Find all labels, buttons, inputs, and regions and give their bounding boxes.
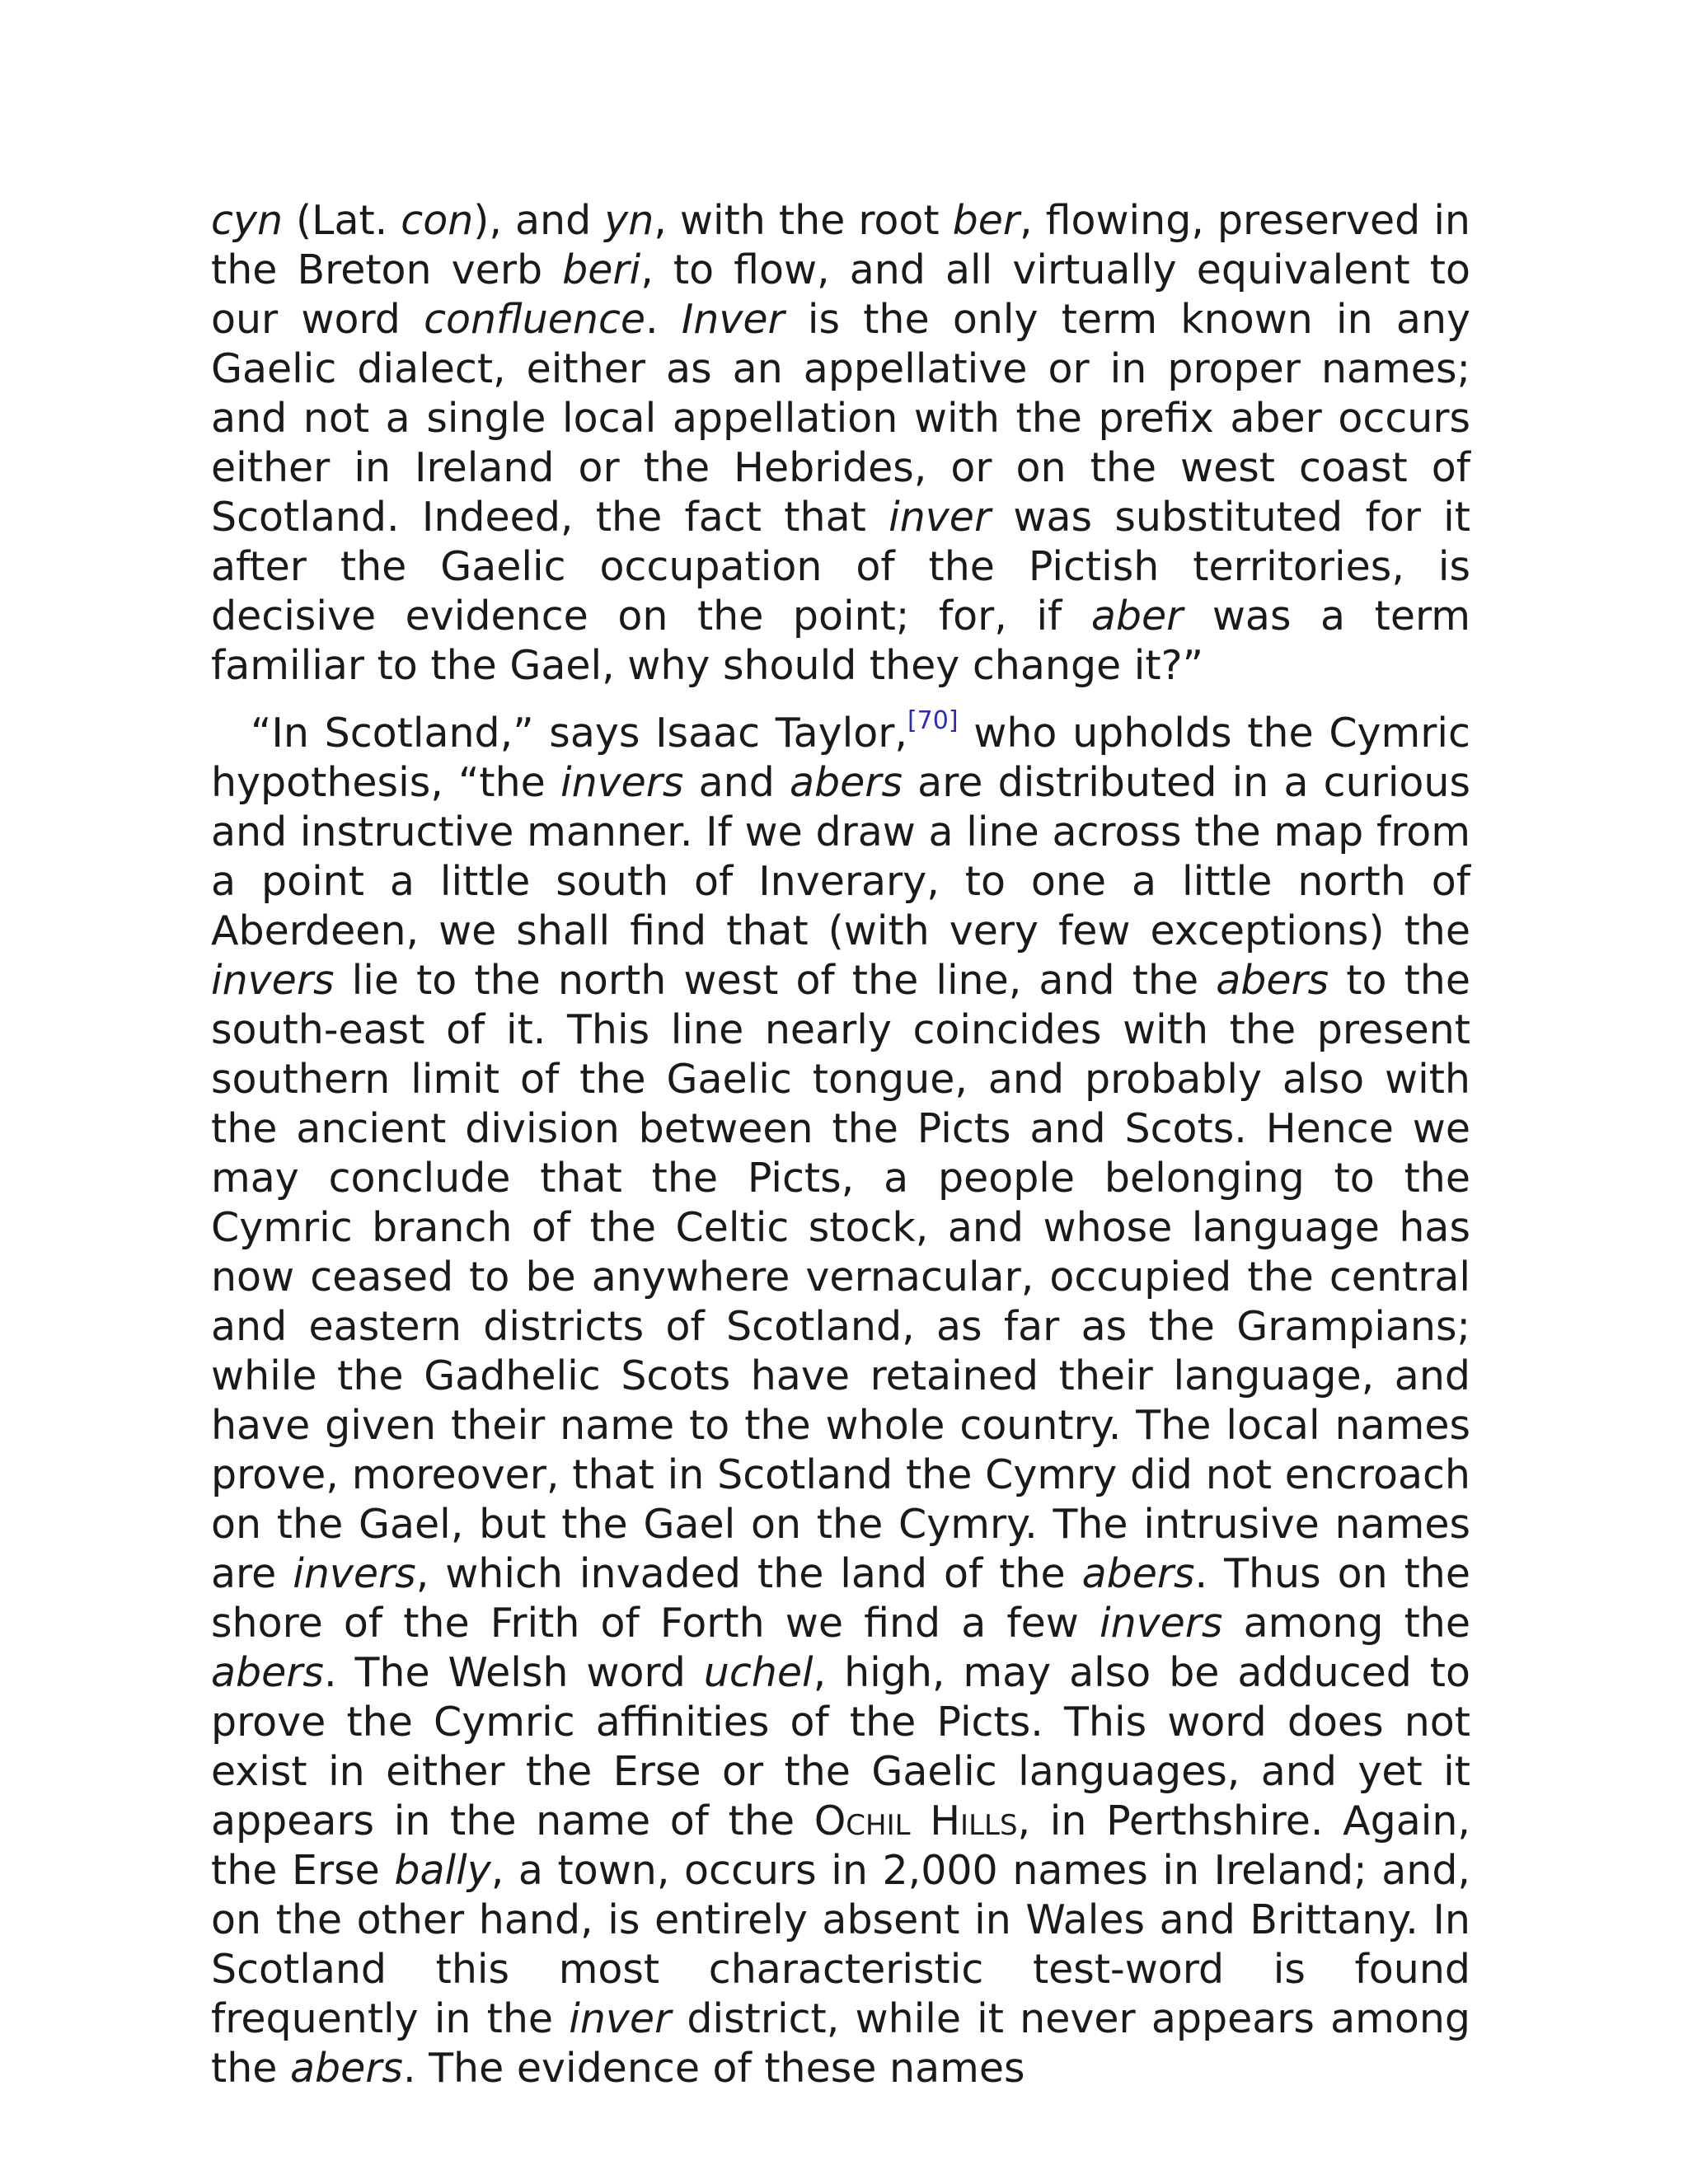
text-run: , which invaded the land of the	[415, 1550, 1082, 1597]
paragraph-taylor-quote	[211, 706, 1470, 2093]
page-body	[211, 196, 1470, 2093]
italic-term: bally	[394, 1847, 491, 1894]
italic-term: invers	[211, 957, 335, 1004]
italic-term: invers	[1099, 1600, 1223, 1647]
italic-term: abers	[1081, 1550, 1195, 1597]
text-run: . Thus on the shore of the Frith of Forth we find a few	[211, 1550, 1470, 1647]
italic-term: aber	[1090, 593, 1184, 640]
text-run: among the	[1222, 1600, 1470, 1647]
italic-term: abers	[790, 759, 903, 806]
italic-term: inver	[889, 494, 992, 541]
small-caps-name: Ochil Hills	[814, 1797, 1018, 1844]
text-run: . The Welsh word	[323, 1649, 704, 1696]
text-run: . The evidence of these names	[402, 2045, 1025, 2092]
italic-term: yn	[604, 197, 654, 244]
text-run: to the south-east of it. This line nearly coincides with the present southern limit of the Gaelic tongue, and probably also with the ancient division between the Picts and Scots. Hence we may conclude that the Picts, a people belonging to the Cymric branch of the Celtic stock, and whose language has now ceased to be anywhere vernacular, occupied the central and eastern districts of Scotland, as far as the Grampians; while the Gadhelic Scots have retained their language, and have given their name to the whole country. The local names prove, moreover, that in Scotland the Cymry did not encroach on the Gael, but the Gael on the Cymry. The intrusive names are	[211, 957, 1470, 1597]
text-run: lie to the north west of the line, and the	[334, 957, 1217, 1004]
text-run: , with the root	[654, 197, 953, 244]
text-run: “In Scotland,” says Isaac Taylor,	[251, 710, 907, 757]
italic-term: uchel	[703, 1649, 814, 1696]
footnote-link[interactable]: [70]	[907, 706, 959, 735]
italic-term: ber	[952, 197, 1020, 244]
italic-term: abers	[290, 2045, 403, 2092]
italic-term: invers	[560, 759, 684, 806]
italic-term: confluence	[424, 296, 646, 343]
text-run: (Lat.	[283, 197, 401, 244]
text-run: , flowing, preserved in the Breton verb	[211, 197, 1470, 293]
italic-term: beri	[562, 246, 641, 293]
text-run: ), and	[473, 197, 605, 244]
text-run: was substituted for it after the Gaelic occupation of the Pictish territories, is decisive evidence on the point; for, if	[211, 494, 1470, 640]
italic-term: Inver	[681, 296, 785, 343]
paragraph-confluence	[211, 196, 1470, 691]
italic-term: cyn	[211, 197, 283, 244]
italic-term: con	[401, 197, 474, 244]
text-run: and	[683, 759, 790, 806]
text-run: , high, may also be adduced to prove the Cymric affinities of the Picts. This word does not exist in either the Erse or the Gaelic languages, and yet it appears in the name of the	[211, 1649, 1470, 1844]
italic-term: abers	[211, 1649, 324, 1696]
text-run: who upholds the Cymric hypothesis, “the	[211, 710, 1470, 806]
text-run: was a term familiar to the Gael, why should they change it?”	[211, 593, 1470, 689]
text-run: , a town, occurs in 2,000 names in Ireland; and, on the other hand, is entirely absent in Wales and Brittany. In Scotland this most characteristic test-word is found frequently in the	[211, 1847, 1470, 2042]
text-run: .	[645, 296, 682, 343]
text-run: are distributed in a curious and instructive manner. If we draw a line across the map from a point a little south of Inverary, to one a little north of Aberdeen, we shall find that (with very few exceptions) the	[211, 759, 1470, 954]
text-run: district, while it never appears among the	[211, 1995, 1470, 2092]
italic-term: inver	[569, 1995, 672, 2042]
italic-term: invers	[293, 1550, 416, 1597]
italic-term: abers	[1216, 957, 1329, 1004]
text-run: is the only term known in any Gaelic dialect, either as an appellative or in proper names; and not a single local appellation with the prefix aber occurs either in Ireland or the Hebrides, or on the west coast of Scotland. Indeed, the fact that	[211, 296, 1471, 541]
text-run: , to flow, and all virtually equivalent to our word	[211, 246, 1470, 343]
text-run: , in Perthshire. Again, the Erse	[211, 1797, 1470, 1894]
